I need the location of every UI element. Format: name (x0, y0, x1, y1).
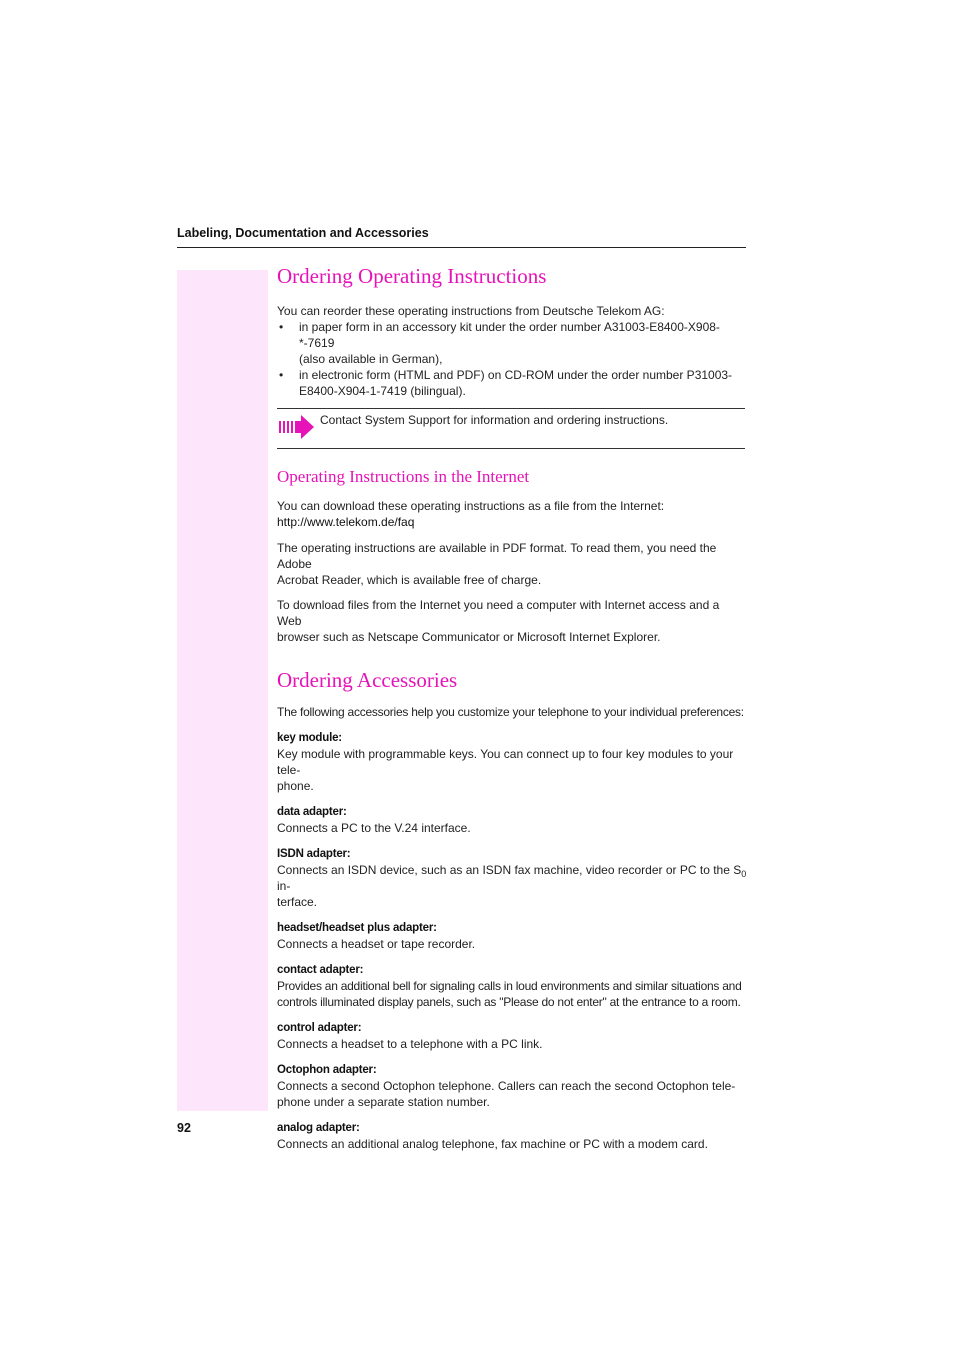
accessory-item: headset/headset plus adapter: Connects a headset or tape recorder. (277, 920, 747, 952)
list-item: • in paper form in an accessory kit under the order number A31003-E8400-X908-*-7619 (also available in German), (279, 320, 720, 366)
accessory-term: key module: (277, 732, 342, 744)
running-head: Labeling, Documentation and Accessories (177, 226, 429, 240)
accessory-item: Octophon adapter: Connects a second Octophon telephone. Callers can reach the second Octophon tele- phone under a separate station number. (277, 1062, 747, 1110)
accessory-item: data adapter: Connects a PC to the V.24 interface. (277, 804, 747, 836)
accessories-intro: The following accessories help you customize your telephone to your individual preferences: (277, 705, 744, 719)
list-item: • in electronic form (HTML and PDF) on CD-ROM under the order number P31003- E8400-X904-1-7419 (bilingual). (279, 368, 733, 398)
arrow-right-icon (277, 415, 315, 439)
section-title-ordering-instructions: Ordering Operating Instructions (277, 264, 547, 288)
pdf-text: The operating instructions are available in PDF format. To read them, you need the Adobe Acrobat Reader, which is available free of charge. (277, 541, 717, 587)
side-band (177, 270, 268, 1111)
section-title-accessories: Ordering Accessories (277, 668, 458, 692)
note-text: Contact System Support for information and ordering instructions. (320, 413, 669, 427)
bullet-icon: • (279, 320, 284, 334)
accessory-item: ISDN adapter: Connects an ISDN device, such as an ISDN fax machine, video recorder or PC to the $S_0$ in- terface. (277, 848, 747, 909)
accessory-item: analog adapter: Connects an additional analog telephone, fax machine or PC with a modem card. (277, 1120, 747, 1152)
browser-text: To download files from the Internet you need a computer with Internet access and a Web browser such as Netscape Communicator or Microsoft Internet Explorer. (277, 598, 720, 644)
accessory-term: headset/headset plus adapter: (277, 922, 437, 934)
note-box (277, 408, 745, 449)
accessory-term: analog adapter: (277, 1122, 360, 1134)
accessory-term: Octophon adapter: (277, 1064, 377, 1076)
faq-link[interactable]: http://www.telekom.de/faq (277, 515, 415, 529)
accessory-item: contact adapter: Provides an additional bell for signaling calls in loud environments and similar situations and controls illuminated display panels, such as "Please do not enter" at the entrance to a room. (277, 962, 747, 1010)
order-options-list (277, 319, 747, 399)
section-title-internet: Operating Instructions in the Internet (277, 467, 530, 486)
accessory-term: ISDN adapter: (277, 848, 351, 860)
bullet-icon: • (279, 368, 284, 382)
accessory-term: contact adapter: (277, 964, 364, 976)
header-rule (177, 247, 746, 248)
accessory-item: control adapter: Connects a headset to a telephone with a PC link. (277, 1020, 747, 1052)
accessory-term: control adapter: (277, 1022, 362, 1034)
main-content (277, 262, 747, 1152)
download-text: You can download these operating instructions as a file from the Internet: http://www.telekom.de/faq (277, 499, 665, 529)
accessory-term: data adapter: (277, 806, 347, 818)
intro-text: You can reorder these operating instructions from Deutsche Telekom AG: (277, 304, 665, 318)
accessory-item: key module: Key module with programmable keys. You can connect up to four key modules to your tele- phone. (277, 730, 747, 794)
page-number: 92 (177, 1121, 191, 1135)
